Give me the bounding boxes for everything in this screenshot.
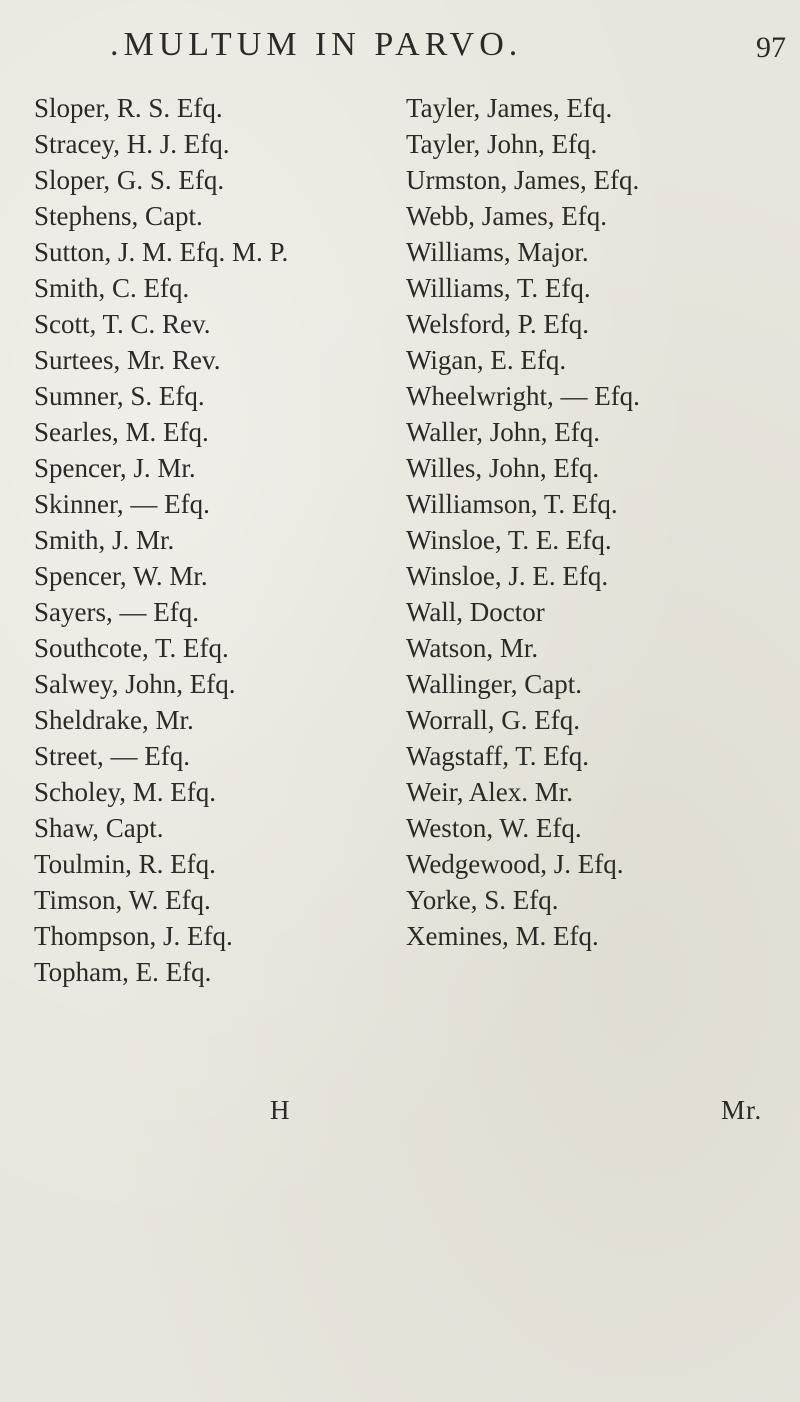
- running-title: .MULTUM IN PARVO.: [110, 26, 523, 63]
- subscriber-entry: Topham, E. Efq.: [34, 957, 212, 987]
- subscriber-entry: Shaw, Capt.: [34, 813, 164, 843]
- subscriber-entry: Skinner, — Efq.: [34, 489, 210, 519]
- subscriber-entry: Searles, M. Efq.: [34, 417, 209, 447]
- subscriber-entry: Williams, T. Efq.: [406, 273, 591, 303]
- subscriber-entry: Tayler, James, Efq.: [406, 93, 613, 123]
- subscriber-entry: Wall, Doctor: [406, 597, 545, 627]
- signature-mark: H: [270, 1095, 290, 1125]
- subscriber-entry: Salwey, John, Efq.: [34, 669, 236, 699]
- subscriber-entry: Stracey, H. J. Efq.: [34, 129, 230, 159]
- subscriber-entry: Smith, C. Efq.: [34, 273, 190, 303]
- subscriber-entry: Sloper, G. S. Efq.: [34, 165, 225, 195]
- page-header: [0, 20, 800, 70]
- subscriber-entry: Stephens, Capt.: [34, 201, 203, 231]
- subscriber-entry: Thompson, J. Efq.: [34, 921, 233, 951]
- right-column-subscriber-list: [406, 90, 786, 954]
- subscriber-entry: Scott, T. C. Rev.: [34, 309, 211, 339]
- subscriber-entry: Street, — Efq.: [34, 741, 190, 771]
- subscriber-entry: Yorke, S. Efq.: [406, 885, 559, 915]
- subscriber-entry: Xemines, M. Efq.: [406, 921, 599, 951]
- left-column-subscriber-list: [34, 90, 334, 990]
- subscriber-entry: Williams, Major.: [406, 237, 589, 267]
- subscriber-entry: Smith, J. Mr.: [34, 525, 175, 555]
- subscriber-entry: Wigan, E. Efq.: [406, 345, 567, 375]
- subscriber-entry: Webb, James, Efq.: [406, 201, 608, 231]
- subscriber-entry: Urmston, James, Efq.: [406, 165, 640, 195]
- subscriber-entry: Winsloe, T. E. Efq.: [406, 525, 612, 555]
- page-footer: [0, 1090, 800, 1130]
- subscriber-entry: Wedgewood, J. Efq.: [406, 849, 624, 879]
- subscriber-entry: Timson, W. Efq.: [34, 885, 211, 915]
- subscriber-entry: Southcote, T. Efq.: [34, 633, 229, 663]
- subscriber-entry: Wheelwright, — Efq.: [406, 381, 640, 411]
- subscriber-entry: Sloper, R. S. Efq.: [34, 93, 223, 123]
- subscriber-entry: Surtees, Mr. Rev.: [34, 345, 221, 375]
- subscriber-entry: Weston, W. Efq.: [406, 813, 582, 843]
- subscriber-entry: Welsford, P. Efq.: [406, 309, 590, 339]
- catchword: Mr.: [721, 1095, 763, 1125]
- subscriber-entry: Wallinger, Capt.: [406, 669, 582, 699]
- subscriber-entry: Sutton, J. M. Efq. M. P.: [34, 237, 289, 267]
- subscriber-entry: Sumner, S. Efq.: [34, 381, 205, 411]
- subscriber-entry: Williamson, T. Efq.: [406, 489, 618, 519]
- subscriber-entry: Watson, Mr.: [406, 633, 539, 663]
- subscriber-entry: Wagstaff, T. Efq.: [406, 741, 590, 771]
- subscriber-entry: Waller, John, Efq.: [406, 417, 600, 447]
- subscriber-entry: Spencer, W. Mr.: [34, 561, 208, 591]
- subscriber-entry: Sayers, — Efq.: [34, 597, 199, 627]
- subscriber-entry: Spencer, J. Mr.: [34, 453, 196, 483]
- subscriber-entry: Toulmin, R. Efq.: [34, 849, 216, 879]
- subscriber-entry: Tayler, John, Efq.: [406, 129, 598, 159]
- subscriber-entry: Sheldrake, Mr.: [34, 705, 194, 735]
- subscriber-entry: Winsloe, J. E. Efq.: [406, 561, 609, 591]
- subscriber-entry: Worrall, G. Efq.: [406, 705, 581, 735]
- subscriber-entry: Weir, Alex. Mr.: [406, 777, 573, 807]
- subscriber-entry: Scholey, M. Efq.: [34, 777, 216, 807]
- page-number: 97: [756, 31, 786, 64]
- subscriber-entry: Willes, John, Efq.: [406, 453, 600, 483]
